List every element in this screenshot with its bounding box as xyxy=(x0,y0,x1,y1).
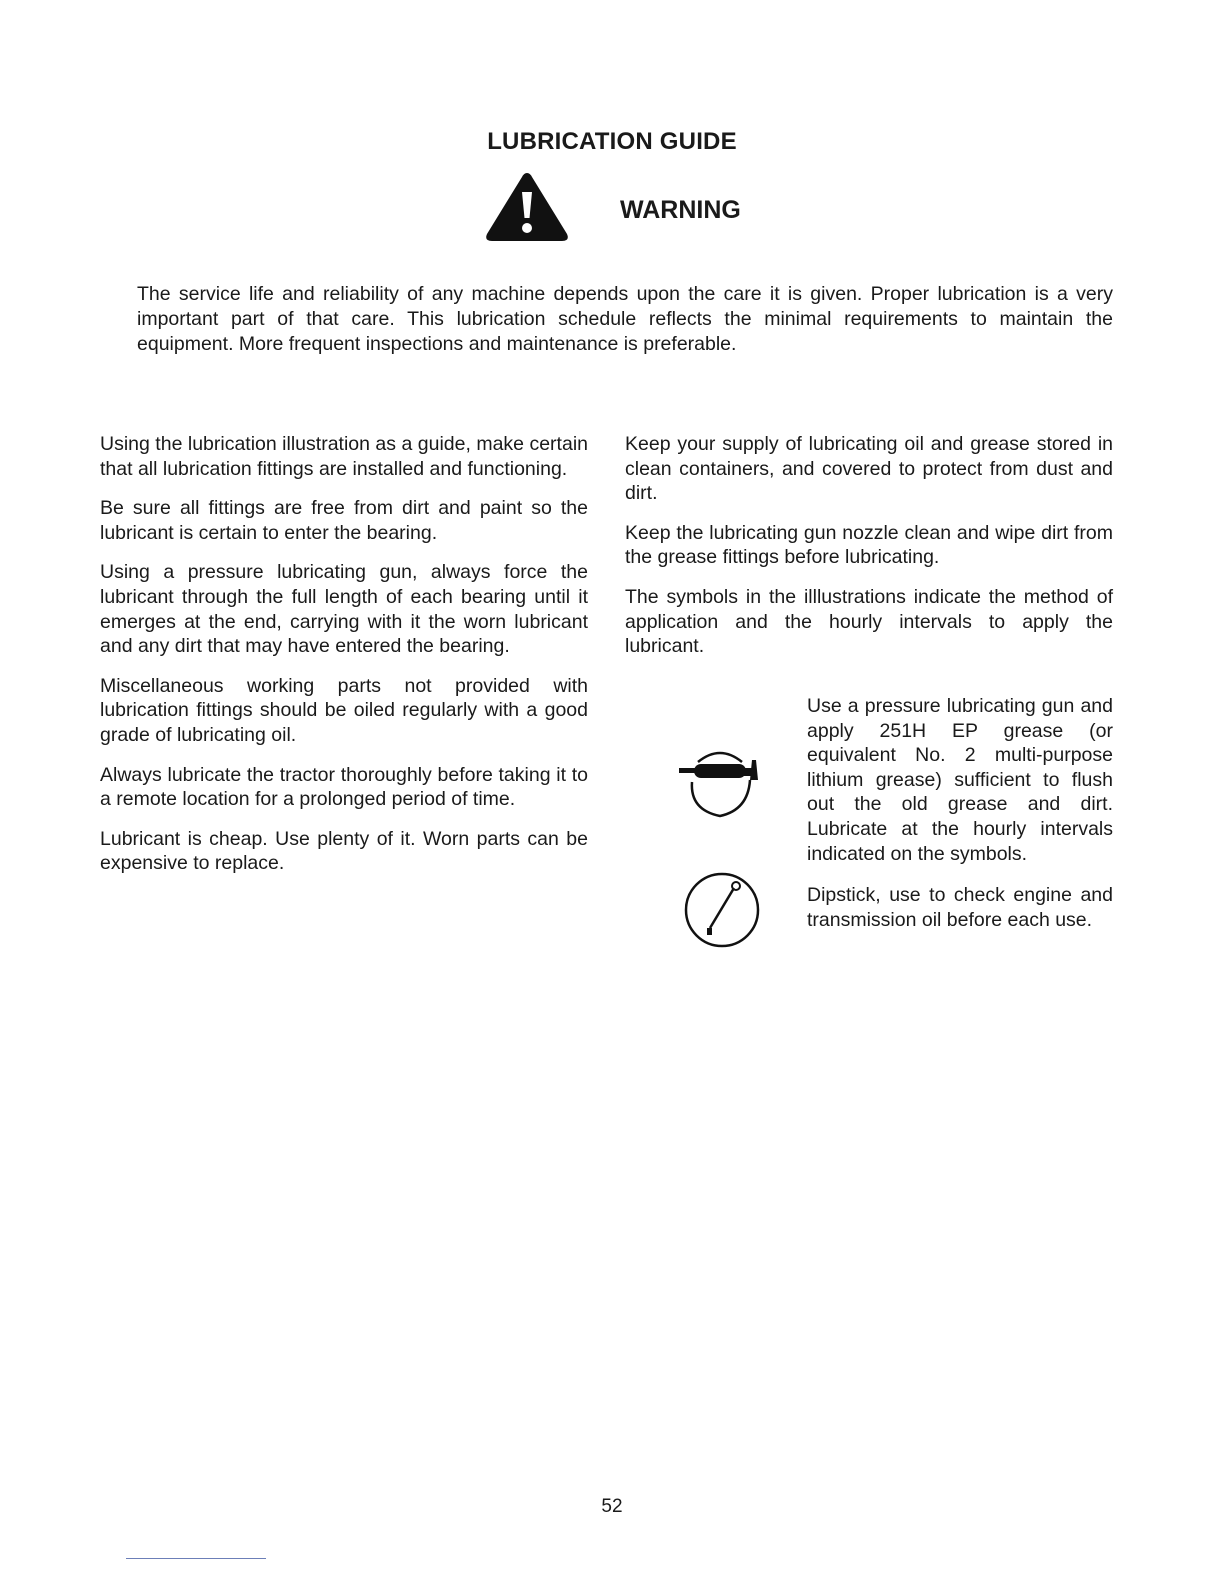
left-paragraph: Lubricant is cheap. Use plenty of it. Worn parts can be expensive to replace. xyxy=(100,827,588,875)
left-paragraph: Using the lubrication illustration as a guide, make certain that all lubrication fittings are installed and functioning. xyxy=(100,433,588,480)
dipstick-icon xyxy=(682,870,762,950)
left-column xyxy=(100,432,588,891)
warning-label: WARNING xyxy=(620,196,741,224)
footer-divider xyxy=(126,1558,266,1559)
intro-paragraph: The service life and reliability of any machine depends upon the care it is given. Proper lubrication is a very important part of that care. This lubrication schedule reflects the minimal requirements to maintain the equipment. More frequent inspections and maintenance is preferable. xyxy=(137,283,1113,355)
right-paragraph: The symbols in the illlustrations indicate the method of application and the hourly intervals to apply the lubricant. xyxy=(625,585,1113,658)
page-title: LUBRICATION GUIDE xyxy=(487,128,737,155)
right-column xyxy=(625,432,1113,674)
left-paragraph: Always lubricate the tractor thoroughly before taking it to a remote location for a prolonged period of time. xyxy=(100,763,588,811)
grease-gun-icon xyxy=(676,746,766,822)
grease-symbol-description: Use a pressure lubricating gun and apply 251H EP grease (or equivalent No. 2 multi-purpose lithium grease) sufficient to flush out the old grease and dirt. Lubricate at the hourly intervals indicated on the symbols. xyxy=(807,695,1113,865)
page-number: 52 xyxy=(601,1496,623,1517)
left-paragraph: Using a pressure lubricating gun, always force the lubricant through the full length of each bearing until it emerges at the end, carrying with it the worn lubricant and any dirt that may have entered the bearing. xyxy=(100,561,588,658)
right-paragraph: Keep the lubricating gun nozzle clean and wipe dirt from the grease fittings before lubricating. xyxy=(625,521,1113,569)
left-paragraph: Miscellaneous working parts not provided with lubrication fittings should be oiled regularly with a good grade of lubricating oil. xyxy=(100,674,588,746)
dipstick-symbol-description: Dipstick, use to check engine and transmission oil before each use. xyxy=(807,884,1113,931)
right-paragraph: Keep your supply of lubricating oil and grease stored in clean containers, and covered to protect from dust and dirt. xyxy=(625,433,1113,505)
warning-triangle-icon xyxy=(483,170,571,244)
left-paragraph: Be sure all fittings are free from dirt and paint so the lubricant is certain to enter the bearing. xyxy=(100,497,588,544)
